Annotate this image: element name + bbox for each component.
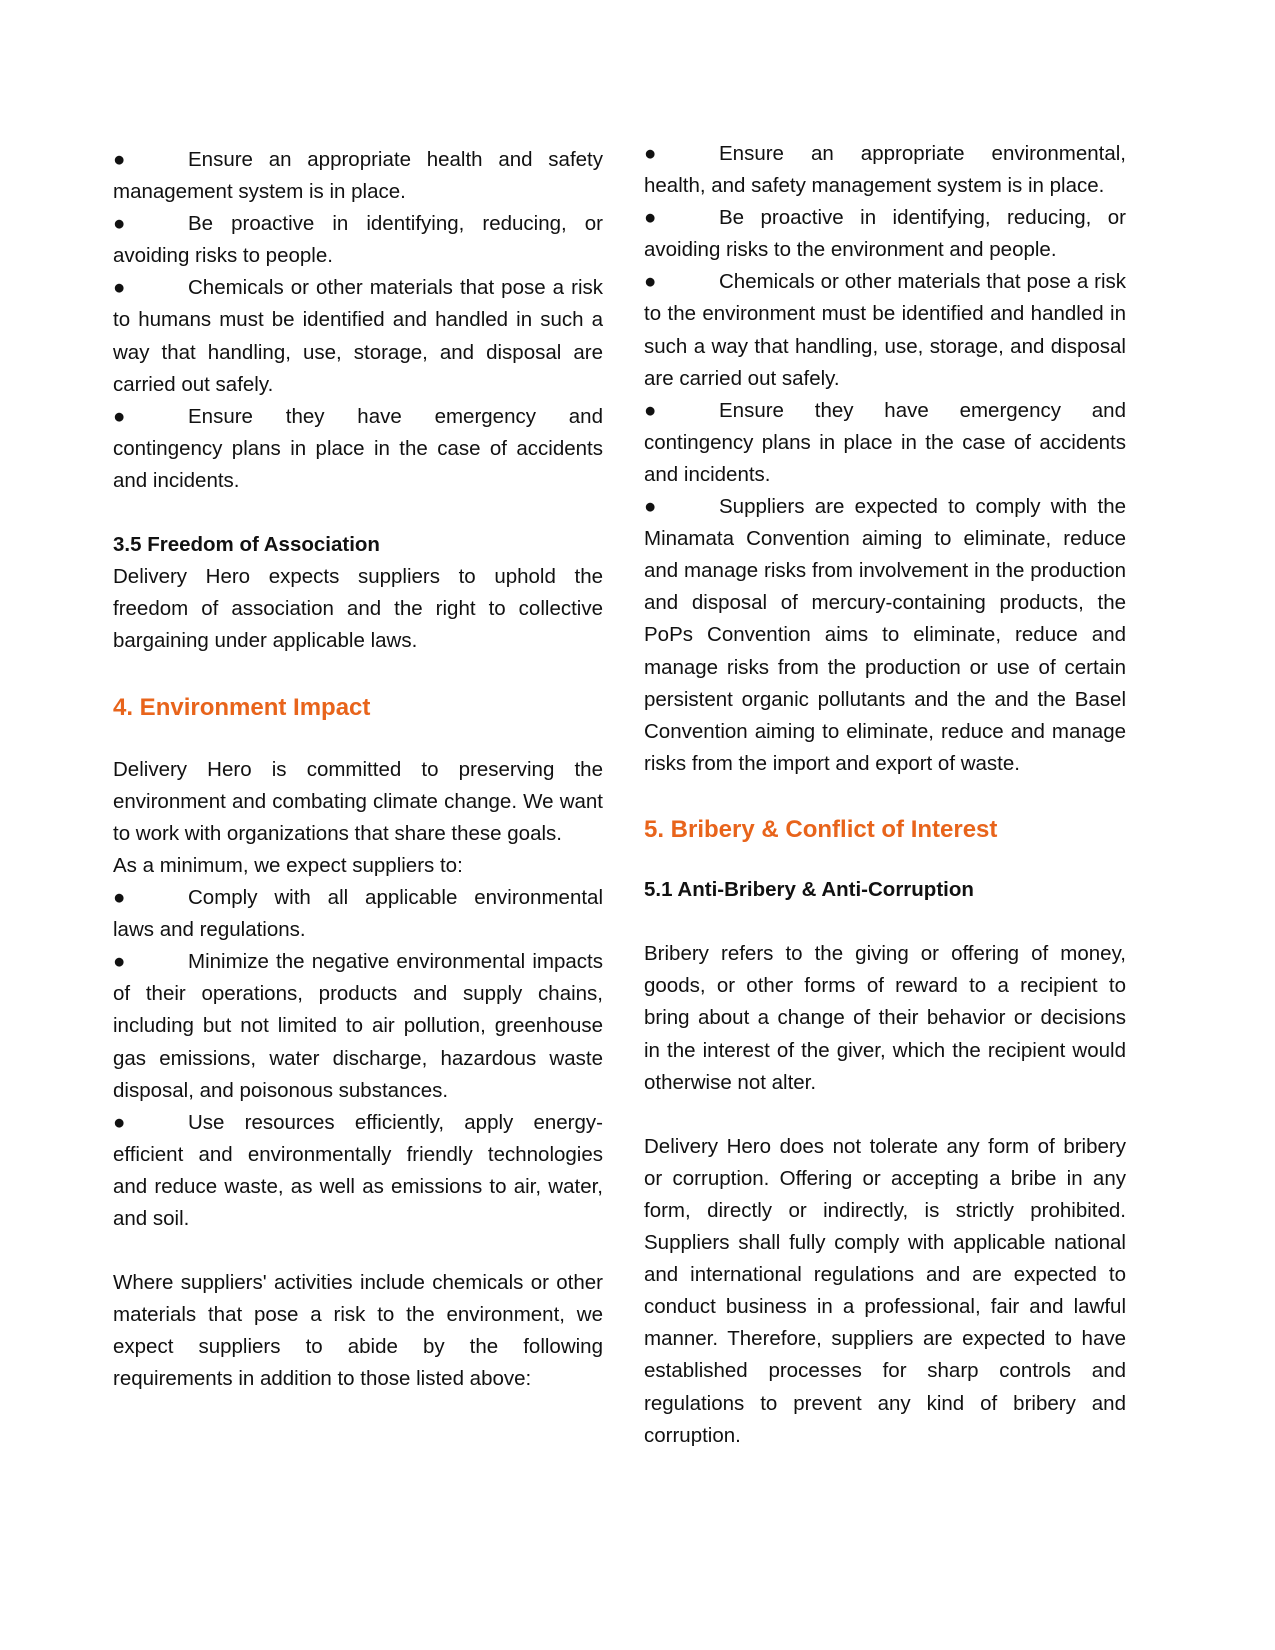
paragraph: Delivery Hero expects suppliers to uphold the freedom of association and the right to collective bargaining under applicable laws. bbox=[113, 565, 603, 653]
list-item: ● Ensure they have emergency and contingency plans in place in the case of accidents and incidents. bbox=[644, 395, 1126, 491]
bullet-icon: ● bbox=[644, 495, 657, 519]
bullet-icon: ● bbox=[113, 1110, 126, 1134]
paragraph: As a minimum, we expect suppliers to: bbox=[113, 853, 463, 877]
bullet-icon: ● bbox=[644, 142, 657, 165]
list-item: ● Minimize the negative environmental impacts of their operations, products and supply chains, including but not limited to air pollution, greenhouse gas emissions, water discharge, hazardous waste disposal, and poisonous substances. bbox=[113, 946, 603, 1106]
section-heading-3-5: 3.5 Freedom of Association bbox=[113, 533, 380, 557]
paragraph: Delivery Hero does not tolerate any form of bribery or corruption. Offering or accepting a bribe in any form, directly or indirectly, is strictly prohibited. Suppliers shall fully comply with applicable national and international regulations and are expected to conduct business in a professional, fair and lawful manner. Therefore, suppliers are expected to have established processes for sharp controls and regulations to prevent any kind of bribery and corruption. bbox=[644, 1134, 1126, 1447]
bullet-icon: ● bbox=[113, 404, 126, 428]
list-item: ● Comply with all applicable environmental laws and regulations. bbox=[113, 882, 603, 946]
section-heading-4: 4. Environment Impact bbox=[113, 693, 371, 721]
bullet-icon: ● bbox=[113, 212, 126, 236]
section-heading-5-1: 5.1 Anti-Bribery & Anti-Corruption bbox=[644, 878, 974, 902]
paragraph: Where suppliers' activities include chemicals or other materials that pose a risk to the environment, we expect suppliers to abide by the following requirements in addition to those listed above: bbox=[113, 1271, 603, 1391]
bullet-icon: ● bbox=[113, 148, 126, 171]
list-item: ● Chemicals or other materials that pose a risk to humans must be identified and handled in such a way that handling, use, storage, and disposal are carried out safely. bbox=[113, 272, 603, 400]
list-item: ● Ensure they have emergency and contingency plans in place in the case of accidents and incidents. bbox=[113, 401, 603, 497]
right-column bbox=[644, 138, 1126, 1452]
list-item: ● Ensure an appropriate health and safety management system is in place. bbox=[113, 144, 603, 208]
bullet-icon: ● bbox=[113, 950, 126, 974]
paragraph: Delivery Hero is committed to preserving the environment and combating climate change. We want to work with organizations that share these goals. bbox=[113, 757, 603, 845]
bullet-icon: ● bbox=[113, 276, 126, 300]
left-column bbox=[113, 144, 603, 1396]
section-heading-5: 5. Bribery & Conflict of Interest bbox=[644, 815, 998, 843]
paragraph: Bribery refers to the giving or offering of money, goods, or other forms of reward to a recipient to bring about a change of their behavior or decisions in the interest of the giver, which the recipient would otherwise not alter. bbox=[644, 942, 1126, 1094]
list-item: ● Suppliers are expected to comply with the Minamata Convention aiming to eliminate, reduce and manage risks from involvement in the production and disposal of mercury-containing products, the PoPs Convention aims to eliminate, reduce and manage risks from the production or use of certain persistent organic pollutants and the and the Basel Convention aiming to eliminate, reduce and manage risks from the import and export of waste. bbox=[644, 491, 1126, 780]
bullet-icon: ● bbox=[644, 206, 657, 230]
list-item: ● Use resources efficiently, apply energy-efficient and environmentally friendly technologies and reduce waste, as well as emissions to air, water, and soil. bbox=[113, 1107, 603, 1235]
bullet-icon: ● bbox=[644, 270, 657, 294]
bullet-icon: ● bbox=[113, 886, 126, 910]
list-item: ● Ensure an appropriate environmental, health, and safety management system is in place. bbox=[644, 138, 1126, 202]
bullet-icon: ● bbox=[644, 398, 657, 422]
list-item: ● Be proactive in identifying, reducing, or avoiding risks to people. bbox=[113, 208, 603, 272]
list-item: ● Chemicals or other materials that pose a risk to the environment must be identified and handled in such a way that handling, use, storage, and disposal are carried out safely. bbox=[644, 266, 1126, 394]
list-item: ● Be proactive in identifying, reducing, or avoiding risks to the environment and people. bbox=[644, 202, 1126, 266]
